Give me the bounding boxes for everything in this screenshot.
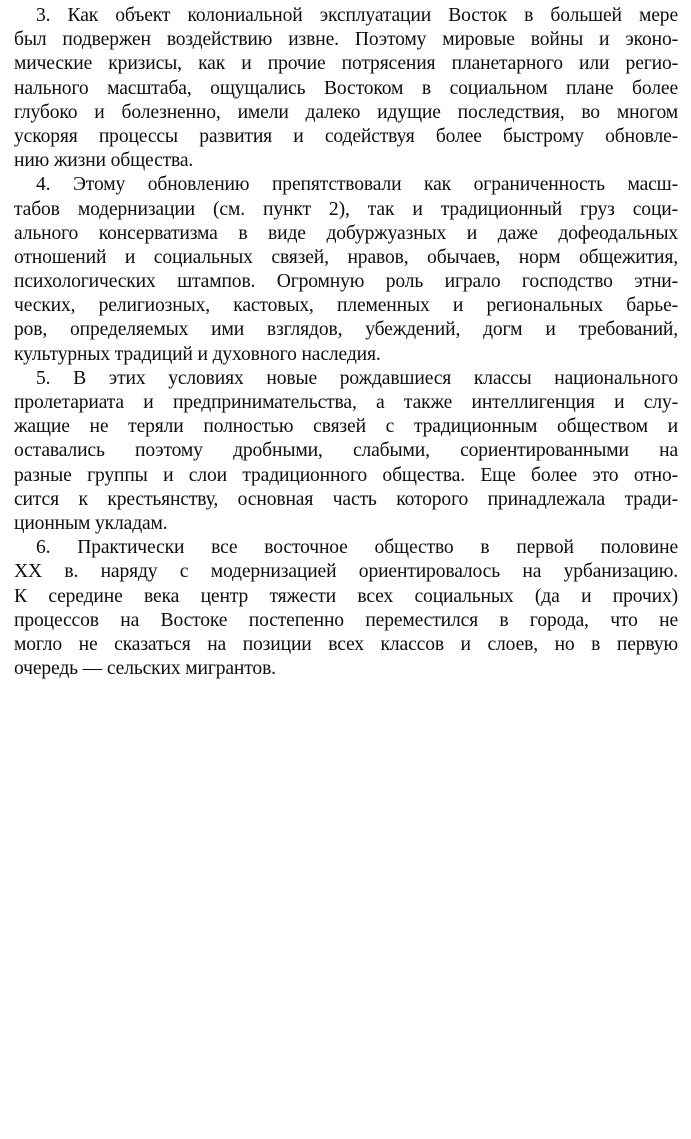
text-line: 4. Этому обновлению препятствовали как ограниченность масш- [36, 174, 678, 196]
text-line: культурных традиций и духовного наследия. [14, 343, 381, 365]
text-line: XX в. наряду с модернизацией ориентировалось на урбанизацию. [14, 561, 678, 583]
paragraph-3 [14, 4, 678, 173]
text-line: оставались поэтому дробными, слабыми, сориентированными на [14, 440, 678, 462]
text-line: могло не сказаться на позиции всех классов и слоев, но в первую [14, 633, 678, 655]
text-line: табов модернизации (см. пункт 2), так и традиционный груз соци- [14, 198, 678, 220]
text-line: отношений и социальных связей, нравов, обычаев, норм общежития, [14, 246, 678, 268]
document-page [14, 4, 678, 681]
text-line: очередь — сельских мигрантов. [14, 658, 276, 680]
text-line: был подвержен воздействию извне. Поэтому мировые войны и эконо- [14, 29, 678, 51]
text-line: ционным укладам. [14, 512, 168, 534]
text-line: процессов на Востоке постепенно переместился в города, что не [14, 609, 678, 631]
text-line: нального масштаба, ощущались Востоком в социальном плане более [14, 77, 678, 99]
text-line: ускоряя процессы развития и содействуя более быстрому обновле- [14, 125, 678, 147]
paragraph-5 [14, 367, 678, 536]
text-line: разные группы и слои традиционного общества. Еще более это отно- [14, 464, 678, 486]
text-line: нию жизни общества. [14, 150, 194, 172]
text-line: 3. Как объект колониальной эксплуатации Восток в большей мере [36, 5, 678, 26]
text-line: пролетариата и предпринимательства, а также интеллигенция и слу- [14, 392, 678, 413]
text-line: ческих, религиозных, кастовых, племенных и региональных барье- [14, 295, 678, 317]
text-line: К середине века центр тяжести всех социальных (да и прочих) [14, 585, 678, 607]
text-line: сится к крестьянству, основная часть которого принадлежала тради- [14, 488, 678, 510]
text-line: ального консерватизма в виде добуржуазных и даже дофеодальных [14, 222, 678, 244]
text-line: 5. В этих условиях новые рождавшиеся классы национального [36, 367, 678, 389]
text-line: глубоко и болезненно, имели далеко идущие последствия, во многом [14, 101, 678, 123]
text-line: жащие не теряли полностью связей с традиционным обществом и [14, 416, 678, 438]
paragraph-4 [14, 173, 678, 367]
text-line: мические кризисы, как и прочие потрясения планетарного или регио- [14, 53, 678, 75]
text-line: психологических штампов. Огромную роль играло господство этни- [14, 271, 678, 293]
paragraph-6 [14, 536, 678, 681]
text-line: 6. Практически все восточное общество в первой половине [36, 537, 678, 559]
text-line: ров, определяемых ими взглядов, убеждений, догм и требований, [14, 319, 678, 341]
